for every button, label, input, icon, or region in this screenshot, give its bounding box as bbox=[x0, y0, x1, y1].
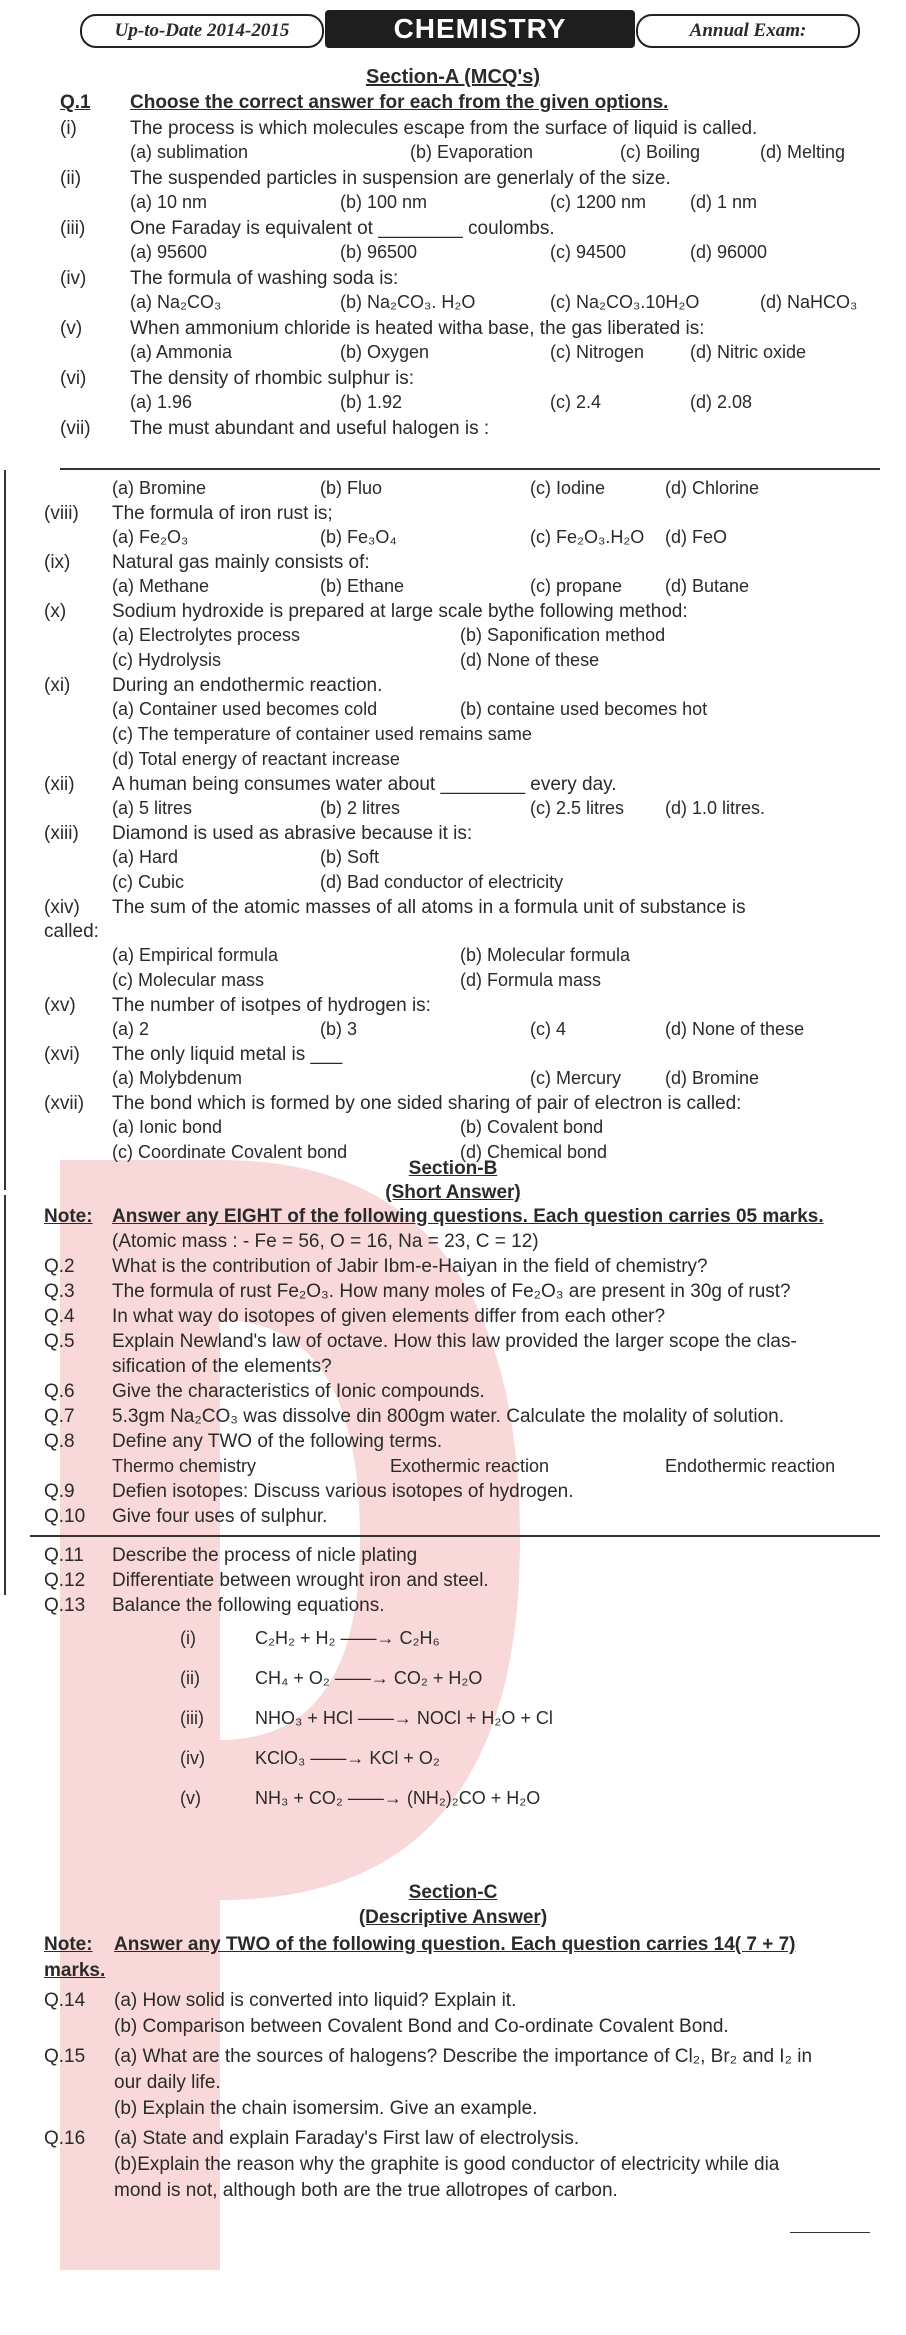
mcq-option: (c) Cubic bbox=[112, 872, 185, 892]
section-a-title: Section-A (MCQ's) bbox=[365, 66, 540, 88]
section-b-note: Answer any EIGHT of the following questions. Each question carries 05 marks. bbox=[112, 1206, 824, 1227]
mcq-number: (xvii) bbox=[44, 1093, 85, 1114]
subject-title: CHEMISTRY bbox=[325, 10, 635, 48]
mcq-option: (b) Oxygen bbox=[340, 342, 430, 362]
mcq-question: A human being consumes water about ________ every day. bbox=[112, 774, 617, 795]
question-number: Q.5 bbox=[44, 1331, 75, 1352]
mcq-number: (vi) bbox=[60, 368, 87, 389]
section-b-subtitle: (Short Answer) bbox=[385, 1182, 521, 1203]
equation: KClO₃ ——→ KCl + O₂ bbox=[255, 1748, 440, 1768]
mcq-option: (d) 1 nm bbox=[690, 192, 758, 212]
mcq-number: (xv) bbox=[44, 995, 76, 1016]
mcq-option: (c) propane bbox=[530, 576, 623, 596]
mcq-question-cont: called: bbox=[44, 921, 99, 942]
mcq-option: (d) Chemical bond bbox=[460, 1142, 608, 1162]
mcq-option: (b) Soft bbox=[320, 847, 380, 867]
mcq-question: Natural gas mainly consists of: bbox=[112, 552, 370, 573]
mcq-option: (c) Na₂CO₃.10H₂O bbox=[550, 292, 700, 312]
mcq-option: (a) 2 bbox=[112, 1019, 150, 1039]
mcq-number: (iv) bbox=[60, 268, 87, 289]
question-text: Define any TWO of the following terms. bbox=[112, 1431, 443, 1452]
mcq-option: (d) NaHCO₃ bbox=[760, 292, 858, 312]
section-c-note: Answer any TWO of the following question. Each question carries 14( 7 + 7) bbox=[114, 1934, 796, 1955]
question-number: Q.11 bbox=[44, 1545, 84, 1566]
mcq-option: (b) Covalent bond bbox=[460, 1117, 604, 1137]
question-number: Q.6 bbox=[44, 1381, 75, 1402]
equation-number: (i) bbox=[180, 1628, 196, 1648]
mcq-option: (a) 95600 bbox=[130, 242, 208, 262]
mcq-number: (iii) bbox=[60, 218, 86, 239]
margin-line bbox=[4, 470, 6, 1190]
mcq-question: The only liquid metal is ___ bbox=[112, 1044, 343, 1065]
divider bbox=[30, 1535, 880, 1537]
mcq-option: (a) Empirical formula bbox=[112, 945, 279, 965]
mcq-option: (b) 2 litres bbox=[320, 798, 401, 818]
mcq-option: (a) 10 nm bbox=[130, 192, 208, 212]
mcq-option: (a) 1.96 bbox=[130, 392, 193, 412]
section-c-note-cont: marks. bbox=[44, 1960, 106, 1981]
mcq-option: (b) Ethane bbox=[320, 576, 405, 596]
equation-number: (ii) bbox=[180, 1668, 200, 1688]
mcq-question: One Faraday is equivalent ot ________ coulombs. bbox=[130, 218, 555, 239]
divider bbox=[60, 468, 880, 470]
question-number: Q.4 bbox=[44, 1306, 75, 1327]
mcq-option: (a) Container used becomes cold bbox=[112, 699, 378, 719]
mcq-option: (d) None of these bbox=[665, 1019, 805, 1039]
mcq-option: (a) Fe₂O₃ bbox=[112, 527, 189, 547]
mcq-option: (c) Nitrogen bbox=[550, 342, 645, 362]
question-text: Differentiate between wrought iron and steel. bbox=[112, 1570, 489, 1591]
mcq-question: The suspended particles in suspension are generlaly of the size. bbox=[130, 168, 671, 189]
mcq-option: (c) 2.4 bbox=[550, 392, 602, 412]
question-part-a: (a) How solid is converted into liquid? Explain it. bbox=[114, 1990, 517, 2011]
mcq-number: (xiv) bbox=[44, 897, 80, 918]
mcq-option: (d) Chlorine bbox=[665, 478, 760, 498]
mcq-option: (d) Butane bbox=[665, 576, 750, 596]
mcq-question: When ammonium chloride is heated witha base, the gas liberated is: bbox=[130, 318, 705, 339]
question-number: Q.12 bbox=[44, 1570, 86, 1591]
question-text: What is the contribution of Jabir Ibm-e-Haiyan in the field of chemistry? bbox=[112, 1256, 708, 1277]
mcq-option: (a) Hard bbox=[112, 847, 179, 867]
question-text: Give the characteristics of Ionic compounds. bbox=[112, 1381, 485, 1402]
question-text: Defien isotopes: Discuss various isotopes of hydrogen. bbox=[112, 1481, 574, 1502]
term-item: Thermo chemistry bbox=[112, 1456, 257, 1476]
mcq-option: (a) Ammonia bbox=[130, 342, 233, 362]
mcq-question: The sum of the atomic masses of all atoms in a formula unit of substance is bbox=[112, 897, 746, 918]
mcq-option: (b) 1.92 bbox=[340, 392, 403, 412]
mcq-question: The density of rhombic sulphur is: bbox=[130, 368, 415, 389]
exam-type-label: Annual Exam: bbox=[636, 14, 860, 48]
equation-number: (iii) bbox=[180, 1708, 204, 1728]
question-number: Q.10 bbox=[44, 1506, 86, 1527]
question-text-cont: sification of the elements? bbox=[112, 1356, 332, 1377]
mcq-number: (v) bbox=[60, 318, 83, 339]
mcq-option: (b) Fe₃O₄ bbox=[320, 527, 397, 547]
question-number: Q.2 bbox=[44, 1256, 75, 1277]
mcq-option: (c) Coordinate Covalent bond bbox=[112, 1142, 348, 1162]
mcq-question: The formula of washing soda is: bbox=[130, 268, 399, 289]
question-number: Q.8 bbox=[44, 1431, 75, 1452]
equation: CH₄ + O₂ ——→ CO₂ + H₂O bbox=[255, 1668, 483, 1688]
question-text: Explain Newland's law of octave. How this law provided the larger scope the clas- bbox=[112, 1331, 797, 1352]
mcq-question: The bond which is formed by one sided sharing of pair of electron is called: bbox=[112, 1093, 742, 1114]
term-item: Exothermic reaction bbox=[390, 1456, 550, 1476]
mcq-option: (b) Molecular formula bbox=[460, 945, 631, 965]
q1-instruction: Choose the correct answer for each from the given options. bbox=[130, 92, 669, 113]
question-number: Q.7 bbox=[44, 1406, 75, 1427]
equation: NH₃ + CO₂ ——→ (NH₂)₂CO + H₂O bbox=[255, 1788, 541, 1808]
question-part-a: (a) What are the sources of halogens? Describe the importance of Cl₂, Br₂ and I₂ in bbox=[114, 2046, 813, 2067]
mcq-option: (c) The temperature of container used remains same bbox=[112, 724, 532, 744]
mcq-option: (d) None of these bbox=[460, 650, 600, 670]
mcq-question: The must abundant and useful halogen is : bbox=[130, 418, 490, 439]
mcq-option: (c) Boiling bbox=[620, 142, 701, 162]
question-part-b-cont: mond is not, although both are the true allotropes of carbon. bbox=[114, 2180, 618, 2201]
mcq-option: (c) 2.5 litres bbox=[530, 798, 625, 818]
mcq-number: (xi) bbox=[44, 675, 71, 696]
mcq-option: (b) Na₂CO₃. H₂O bbox=[340, 292, 476, 312]
question-number: Q.9 bbox=[44, 1481, 75, 1502]
mcq-number: (vii) bbox=[60, 418, 91, 439]
mcq-option: (d) Nitric oxide bbox=[690, 342, 807, 362]
section-c-note-label: Note: bbox=[44, 1934, 93, 1955]
mcq-option: (c) Fe₂O₃.H₂O bbox=[530, 527, 645, 547]
mcq-option: (b) Fluo bbox=[320, 478, 383, 498]
term-item: Endothermic reaction bbox=[665, 1456, 836, 1476]
section-c-title: Section-C bbox=[408, 1882, 498, 1903]
mcq-number: (xvi) bbox=[44, 1044, 80, 1065]
mcq-question: Diamond is used as abrasive because it is: bbox=[112, 823, 473, 844]
mcq-option: (a) Electrolytes process bbox=[112, 625, 301, 645]
mcq-number: (x) bbox=[44, 601, 67, 622]
atomic-mass-note: (Atomic mass : - Fe = 56, O = 16, Na = 23, C = 12) bbox=[112, 1231, 539, 1252]
section-b-title: Section-B bbox=[408, 1158, 498, 1179]
end-line bbox=[790, 2232, 870, 2233]
mcq-option: (c) 4 bbox=[530, 1019, 566, 1039]
mcq-option: (c) Iodine bbox=[530, 478, 606, 498]
mcq-question: The number of isotpes of hydrogen is: bbox=[112, 995, 431, 1016]
question-text: Balance the following equations. bbox=[112, 1595, 385, 1616]
mcq-option: (d) Formula mass bbox=[460, 970, 602, 990]
equation: C₂H₂ + H₂ ——→ C₂H₆ bbox=[255, 1628, 440, 1648]
question-text: 5.3gm Na₂CO₃ was dissolve din 800gm water. Calculate the molality of solution. bbox=[112, 1406, 784, 1427]
section-b-note-label: Note: bbox=[44, 1206, 93, 1227]
mcq-option: (a) Bromine bbox=[112, 478, 207, 498]
q1-number: Q.1 bbox=[60, 92, 91, 113]
question-text: Give four uses of sulphur. bbox=[112, 1506, 328, 1527]
mcq-option: (b) 3 bbox=[320, 1019, 358, 1039]
question-text: In what way do isotopes of given elements differ from each other? bbox=[112, 1306, 666, 1327]
mcq-option: (c) 94500 bbox=[550, 242, 627, 262]
question-part-b: (b) Comparison between Covalent Bond and Co-ordinate Covalent Bond. bbox=[114, 2016, 729, 2037]
mcq-question: The formula of iron rust is; bbox=[112, 503, 333, 524]
equation-number: (iv) bbox=[180, 1748, 205, 1768]
mcq-number: (ix) bbox=[44, 552, 71, 573]
mcq-question: During an endothermic reaction. bbox=[112, 675, 383, 696]
mcq-option: (d) 2.08 bbox=[690, 392, 753, 412]
question-number: Q.15 bbox=[44, 2046, 86, 2067]
mcq-option: (a) Molybdenum bbox=[112, 1068, 243, 1088]
mcq-option: (c) Molecular mass bbox=[112, 970, 265, 990]
mcq-number: (ii) bbox=[60, 168, 82, 189]
mcq-option: (c) Hydrolysis bbox=[112, 650, 222, 670]
question-number: Q.14 bbox=[44, 1990, 86, 2011]
mcq-option: (a) Ionic bond bbox=[112, 1117, 223, 1137]
mcq-option: (d) FeO bbox=[665, 527, 728, 547]
exam-header bbox=[80, 10, 860, 50]
mcq-option: (b) 100 nm bbox=[340, 192, 428, 212]
mcq-option: (d) 96000 bbox=[690, 242, 768, 262]
mcq-option: (c) 1200 nm bbox=[550, 192, 647, 212]
mcq-option: (b) containe used becomes hot bbox=[460, 699, 708, 719]
question-text: Describe the process of nicle plating bbox=[112, 1545, 418, 1566]
equation: NHO₃ + HCl ——→ NOCl + H₂O + Cl bbox=[255, 1708, 553, 1728]
question-number: Q.3 bbox=[44, 1281, 75, 1302]
mcq-option: (b) Evaporation bbox=[410, 142, 534, 162]
section-c-subtitle: (Descriptive Answer) bbox=[358, 1907, 548, 1928]
question-part-b: (b) Explain the chain isomersim. Give an example. bbox=[114, 2098, 538, 2119]
question-number: Q.16 bbox=[44, 2128, 86, 2149]
mcq-question: Sodium hydroxide is prepared at large scale bythe following method: bbox=[112, 601, 688, 622]
mcq-option: (d) Bromine bbox=[665, 1068, 760, 1088]
mcq-option: (a) sublimation bbox=[130, 142, 249, 162]
mcq-number: (xiii) bbox=[44, 823, 79, 844]
equation-number: (v) bbox=[180, 1788, 201, 1808]
mcq-option: (b) 96500 bbox=[340, 242, 418, 262]
mcq-option: (c) Mercury bbox=[530, 1068, 621, 1088]
mcq-option: (d) 1.0 litres. bbox=[665, 798, 766, 818]
mcq-number: (xii) bbox=[44, 774, 75, 795]
mcq-option: (a) 5 litres bbox=[112, 798, 193, 818]
mcq-question: The process is which molecules escape from the surface of liquid is called. bbox=[130, 118, 758, 139]
question-part-a: (a) State and explain Faraday's First law of electrolysis. bbox=[114, 2128, 580, 2149]
mcq-option: (a) Na₂CO₃ bbox=[130, 292, 222, 312]
question-part-b: (b)Explain the reason why the graphite is good conductor of electricity while dia bbox=[114, 2154, 780, 2175]
mcq-option: (d) Melting bbox=[760, 142, 846, 162]
mcq-option: (a) Methane bbox=[112, 576, 210, 596]
mcq-number: (i) bbox=[60, 118, 77, 139]
mcq-option: (b) Saponification method bbox=[460, 625, 666, 645]
mcq-option: (d) Bad conductor of electricity bbox=[320, 872, 564, 892]
question-part-a-cont: our daily life. bbox=[114, 2072, 221, 2093]
margin-line bbox=[4, 1195, 6, 1595]
mcq-number: (viii) bbox=[44, 503, 79, 524]
session-label: Up-to-Date 2014-2015 bbox=[80, 14, 324, 48]
question-number: Q.13 bbox=[44, 1595, 86, 1616]
question-text: The formula of rust Fe₂O₃. How many moles of Fe₂O₃ are present in 30g of rust? bbox=[112, 1281, 791, 1302]
mcq-option: (d) Total energy of reactant increase bbox=[112, 749, 400, 769]
